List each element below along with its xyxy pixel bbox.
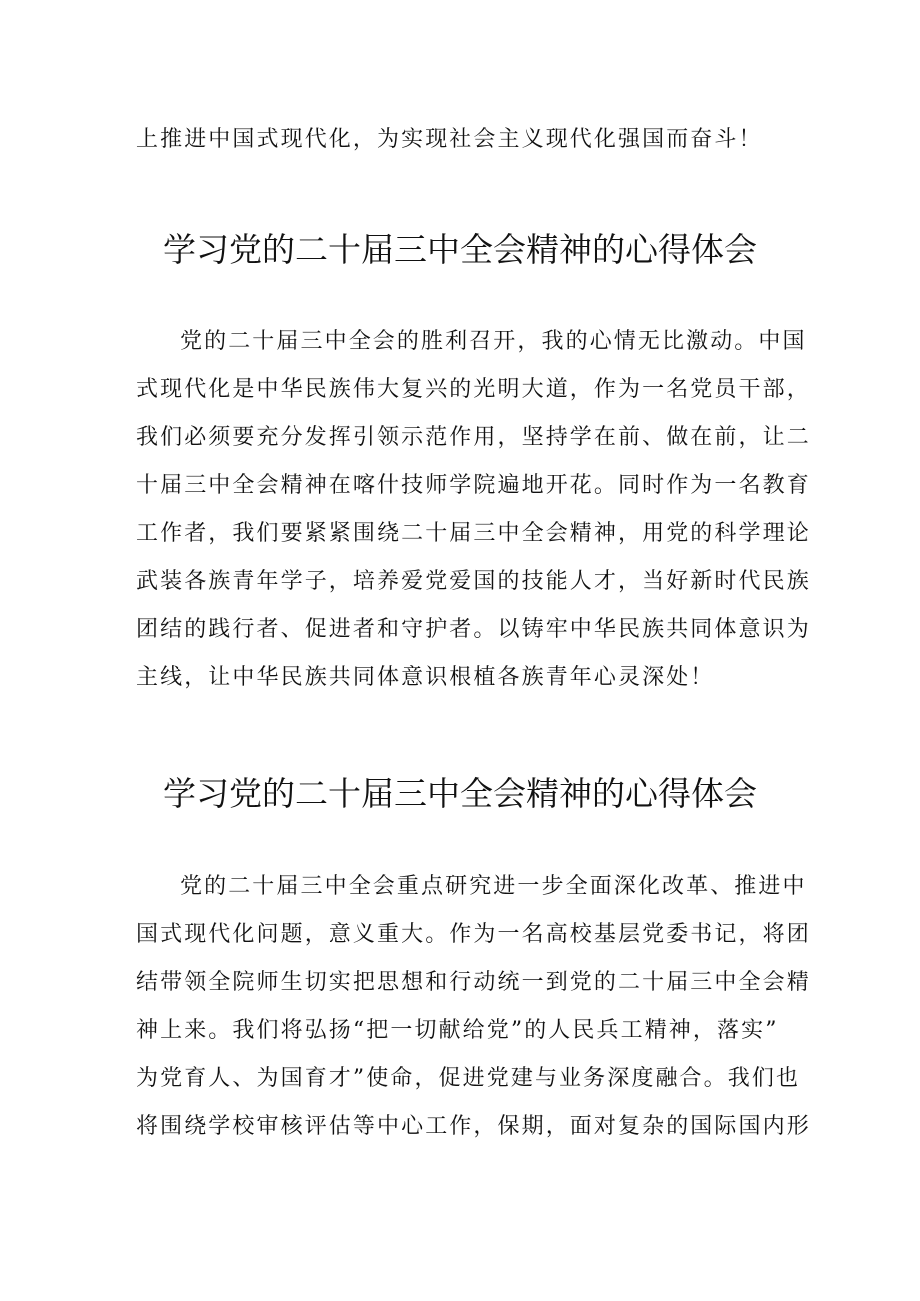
section1-line: 十届三中全会精神在喀什技师学院遍地开花。同时作为一名教育 bbox=[136, 473, 811, 498]
section1-line: 我们必须要充分发挥引领示范作用，坚持学在前、做在前，让二 bbox=[136, 425, 811, 450]
section1-line: 式现代化是中华民族伟大复兴的光明大道，作为一名党员干部， bbox=[136, 377, 811, 402]
section1-line: 团结的践行者、促进者和守护者。以铸牢中华民族共同体意识为 bbox=[136, 617, 811, 642]
section1-line: 主线，让中华民族共同体意识根植各族青年心灵深处！ bbox=[136, 665, 715, 690]
section1-line: 党的二十届三中全会的胜利召开，我的心情无比激动。中国 bbox=[180, 329, 807, 354]
section2-line: 国式现代化问题，意义重大。作为一名高校基层党委书记，将团 bbox=[136, 922, 811, 947]
section1-title: 学习党的二十届三中全会精神的心得体会 bbox=[163, 230, 757, 269]
section1-line: 武装各族青年学子，培养爱党爱国的技能人才，当好新时代民族 bbox=[136, 569, 811, 594]
section2-title: 学习党的二十届三中全会精神的心得体会 bbox=[163, 774, 757, 813]
section2-line: 结带领全院师生切实把思想和行动统一到党的二十届三中全会精 bbox=[136, 970, 811, 995]
intro-line: 上推进中国式现代化，为实现社会主义现代化强国而奋斗！ bbox=[136, 127, 763, 152]
section2-line: 将围绕学校审核评估等中心工作，保期，面对复杂的国际国内形 bbox=[136, 1114, 811, 1139]
section2-line: 党的二十届三中全会重点研究进一步全面深化改革、推进中 bbox=[180, 874, 807, 899]
section1-line: 工作者，我们要紧紧围绕二十届三中全会精神，用党的科学理论 bbox=[136, 521, 811, 546]
section2-line: 为党育人、为国育才”使命，促进党建与业务深度融合。我们也 bbox=[136, 1066, 801, 1091]
section2-line: 神上来。我们将弘扬“把一切献给党”的人民兵工精神，落实” bbox=[136, 1018, 779, 1043]
